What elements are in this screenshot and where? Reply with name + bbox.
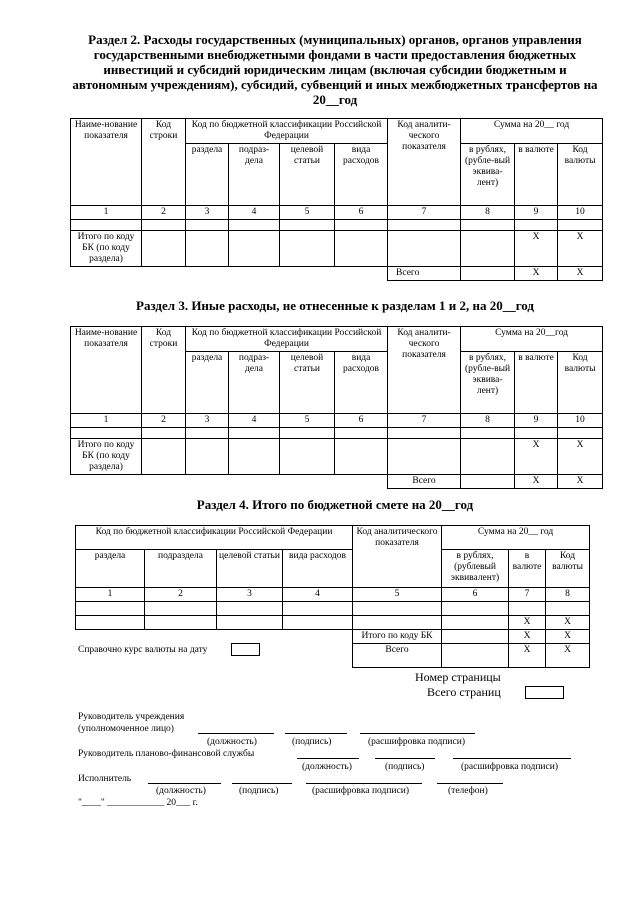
col-num: 6 [442, 588, 509, 602]
x-mark: X [509, 630, 546, 644]
header-analytic: Код аналитического показателя [353, 526, 442, 588]
header-currency: в валюте [515, 144, 558, 206]
header-rub: в рублях, (рубле-вый эквива-лент) [461, 144, 515, 206]
x-mark: X [558, 267, 603, 281]
head-label-2: (уполномоченное лицо) [78, 724, 174, 734]
itogo-label: Итого по коду БК (по коду раздела) [71, 231, 142, 267]
fin-decode-line[interactable] [453, 758, 571, 759]
table-row [71, 439, 603, 475]
x-mark: X [558, 475, 603, 489]
header-subsection: подраз-дела [229, 144, 280, 206]
header-sum: Сумма на 20__ год [442, 526, 590, 550]
itogo-label: Итого по коду БК (по коду раздела) [71, 439, 142, 475]
header-target: целевой статьи [280, 144, 335, 206]
col-num: 7 [388, 414, 461, 428]
header-section: раздела [186, 144, 229, 206]
table-row [71, 220, 603, 231]
header-subsection: подраздела [145, 550, 217, 588]
col-num: 5 [280, 206, 335, 220]
head-signature-line[interactable] [285, 733, 347, 734]
header-type: вида расходов [335, 352, 388, 414]
x-mark: X [515, 231, 558, 267]
header-currency-code: Код валюты [546, 550, 590, 588]
exec-position-line[interactable] [148, 783, 221, 784]
date-line: "____" ____________ 20___ г. [78, 798, 198, 808]
header-rub: в рублях, (рубле-вый эквива-лент) [461, 352, 515, 414]
table-row [71, 428, 603, 439]
rate-label: Справочно курс валюты на дату [78, 645, 208, 655]
header-target: целевой статьи [217, 550, 283, 588]
header-subsection: подраз-дела [229, 352, 280, 414]
header-target: целевой статьи [280, 352, 335, 414]
signature-caption: (подпись) [385, 762, 425, 772]
x-mark: X [546, 644, 590, 668]
exec-decode-line[interactable] [306, 783, 422, 784]
x-mark: X [546, 616, 590, 630]
section3-table [70, 326, 603, 489]
col-num: 9 [515, 414, 558, 428]
col-num: 8 [461, 414, 515, 428]
header-analytic: Код аналити-ческого показателя [388, 119, 461, 206]
col-num: 6 [335, 414, 388, 428]
vsego-label: Всего [388, 475, 461, 489]
x-mark: X [515, 267, 558, 281]
rate-input[interactable] [231, 643, 260, 656]
header-sum: Сумма на 20__ год [461, 119, 603, 144]
fin-signature-line[interactable] [375, 758, 435, 759]
table-row [76, 602, 590, 616]
col-num: 1 [71, 414, 142, 428]
header-analytic: Код аналити-ческого показателя [388, 327, 461, 414]
col-num: 2 [145, 588, 217, 602]
table-row [71, 475, 603, 489]
col-num: 5 [353, 588, 442, 602]
x-mark: X [509, 644, 546, 668]
header-section: раздела [76, 550, 145, 588]
header-section: раздела [186, 352, 229, 414]
col-num: 1 [71, 206, 142, 220]
header-type: вида расходов [283, 550, 353, 588]
header-currency: в валюте [509, 550, 546, 588]
col-num: 3 [186, 206, 229, 220]
col-num: 10 [558, 414, 603, 428]
x-mark: X [558, 231, 603, 267]
col-num: 9 [515, 206, 558, 220]
section4-title: Раздел 4. Итого по бюджетной смете на 20__год [196, 497, 474, 512]
section3-title: Раздел 3. Иные расходы, не отнесенные к разделам 1 и 2, на 20__год [136, 298, 534, 313]
table-row [76, 630, 590, 644]
col-num: 4 [229, 206, 280, 220]
position-caption: (должность) [156, 786, 206, 796]
header-bk: Код по бюджетной классификации Российской Федерации [76, 526, 353, 550]
col-num: 8 [461, 206, 515, 220]
section2-table [70, 118, 603, 281]
total-pages-input[interactable] [525, 686, 564, 699]
header-currency-code: Код валюты [558, 144, 603, 206]
header-currency-code: Код валюты [558, 352, 603, 414]
decode-caption: (расшифровка подписи) [461, 762, 558, 772]
signature-caption: (подпись) [292, 737, 332, 747]
header-row-code: Код строки [142, 327, 186, 414]
decode-caption: (расшифровка подписи) [312, 786, 409, 796]
col-num: 4 [283, 588, 353, 602]
col-num: 7 [509, 588, 546, 602]
executor-label: Исполнитель [78, 774, 132, 784]
header-sum: Сумма на 20__год [461, 327, 603, 352]
fin-position-line[interactable] [297, 758, 359, 759]
header-name: Наиме-нование показателя [71, 327, 142, 414]
head-decode-line[interactable] [360, 733, 475, 734]
page-number-label: Номер страницы [415, 670, 501, 684]
position-caption: (должность) [207, 737, 257, 747]
x-mark: X [515, 439, 558, 475]
col-num: 10 [558, 206, 603, 220]
vsego-label: Всего [353, 644, 442, 668]
head-label: Руководитель учреждения [78, 712, 185, 722]
col-num: 4 [229, 414, 280, 428]
exec-signature-line[interactable] [232, 783, 292, 784]
col-num: 2 [142, 206, 186, 220]
header-name: Наиме-нование показателя [71, 119, 142, 206]
col-num: 5 [280, 414, 335, 428]
col-num: 7 [388, 206, 461, 220]
total-pages-label: Всего страниц [427, 685, 501, 699]
head-position-line[interactable] [198, 733, 274, 734]
x-mark: X [546, 630, 590, 644]
itogo-label: Итого по коду БК [353, 630, 442, 644]
col-num: 6 [335, 206, 388, 220]
decode-caption: (расшифровка подписи) [368, 737, 465, 747]
position-caption: (должность) [302, 762, 352, 772]
header-currency: в валюте [515, 352, 558, 414]
fin-head-label: Руководитель планово-финансовой службы [78, 749, 255, 759]
header-row-code: Код строки [142, 119, 186, 206]
col-num: 3 [217, 588, 283, 602]
signature-caption: (подпись) [239, 786, 279, 796]
exec-phone-line[interactable] [437, 783, 503, 784]
x-mark: X [515, 475, 558, 489]
header-bk: Код по бюджетной классификации Российской Федерации [186, 327, 388, 352]
table-row [71, 231, 603, 267]
header-bk: Код по бюджетной классификации Российской Федерации [186, 119, 388, 144]
col-num: 8 [546, 588, 590, 602]
section2-title: Раздел 2. Расходы государственных (муниципальных) органов, органов управления государственными внебюджетными фондами в части предоставления бюджетных инвестиций и субсидий юридическим лицам (включая субсидии бюджетным и автономным учреждениям), субсидий, субвенций и иных межбюджетных трансфертов на 20__год [72, 32, 598, 107]
x-mark: X [558, 439, 603, 475]
col-num: 2 [142, 414, 186, 428]
table-row [76, 616, 590, 630]
header-type: вида расходов [335, 144, 388, 206]
col-num: 3 [186, 414, 229, 428]
col-num: 1 [76, 588, 145, 602]
header-rub: в рублях, (рублевый эквивалент) [442, 550, 509, 588]
phone-caption: (телефон) [448, 786, 488, 796]
table-row [71, 267, 603, 281]
vsego-label: Всего [388, 267, 461, 281]
x-mark: X [509, 616, 546, 630]
